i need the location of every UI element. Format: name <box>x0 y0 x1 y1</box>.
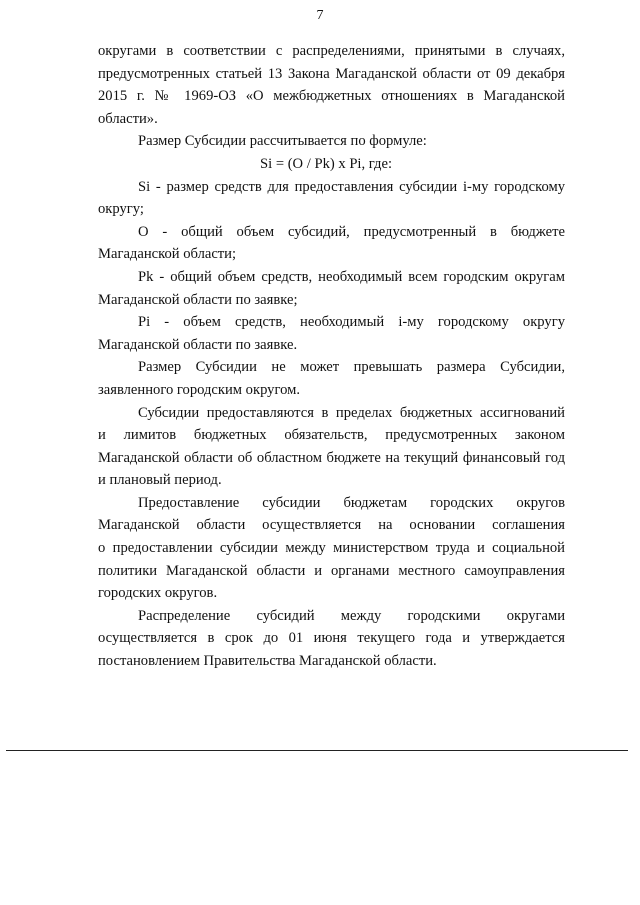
text-line: осуществляется в срок до 01 июня текущего года и утверждается <box>98 630 565 647</box>
text-line: Si - размер средств для предоставления субсидии i-му городскому <box>138 178 565 195</box>
text-line: округами в соответствии с распределениями, принятыми в случаях, <box>98 43 565 59</box>
text-line: заявленного городским округом. <box>98 381 300 398</box>
text-line: о предоставлении субсидии между министерством труда и социальной <box>98 540 565 557</box>
text-line: О - общий объем субсидий, предусмотренный в бюджете <box>138 223 565 240</box>
page-number: 7 <box>316 8 324 23</box>
text-line: и плановый период. <box>98 472 222 489</box>
text-line: и лимитов бюджетных обязательств, предусмотренных законом <box>98 427 565 444</box>
text-line: Pk - общий объем средств, необходимый всем городским округам <box>138 268 565 285</box>
text-line: постановлением Правительства Магаданской области. <box>98 653 437 670</box>
text-line: Размер Субсидии не может превышать размера Субсидии, <box>138 359 565 376</box>
text-line: Размер Субсидии рассчитывается по формуле: <box>138 133 427 150</box>
text-line: области». <box>98 110 158 127</box>
text-line: предусмотренных статьей 13 Закона Магаданской области от 09 декабря <box>98 65 565 82</box>
text-line: политики Магаданской области и органами местного самоуправления <box>98 562 565 579</box>
text-line: Магаданской области осуществляется на основании соглашения <box>98 517 565 534</box>
formula: Si = (O / Pk) x Pi, где: <box>260 155 392 172</box>
text-line: Распределение субсидий между городскими округами <box>138 607 565 624</box>
text-line: Магаданской области по заявке; <box>98 291 298 308</box>
text-line: Предоставление субсидии бюджетам городских округов <box>138 494 565 511</box>
horizontal-divider <box>6 750 628 751</box>
document-body <box>98 40 565 673</box>
text-line: Pi - объем средств, необходимый i-му городскому округу <box>138 314 565 331</box>
text-line: Магаданской области; <box>98 246 237 263</box>
text-line: 2015 г. № 1969-ОЗ «О межбюджетных отношениях в Магаданской <box>98 88 565 105</box>
text-line: городских округов. <box>98 585 218 602</box>
text-line: Магаданской области об областном бюджете на текущий финансовый год <box>98 449 565 466</box>
text-line: округу; <box>98 201 144 218</box>
text-line: Субсидии предоставляются в пределах бюджетных ассигнований <box>138 404 565 421</box>
text-line: Магаданской области по заявке. <box>98 336 298 353</box>
